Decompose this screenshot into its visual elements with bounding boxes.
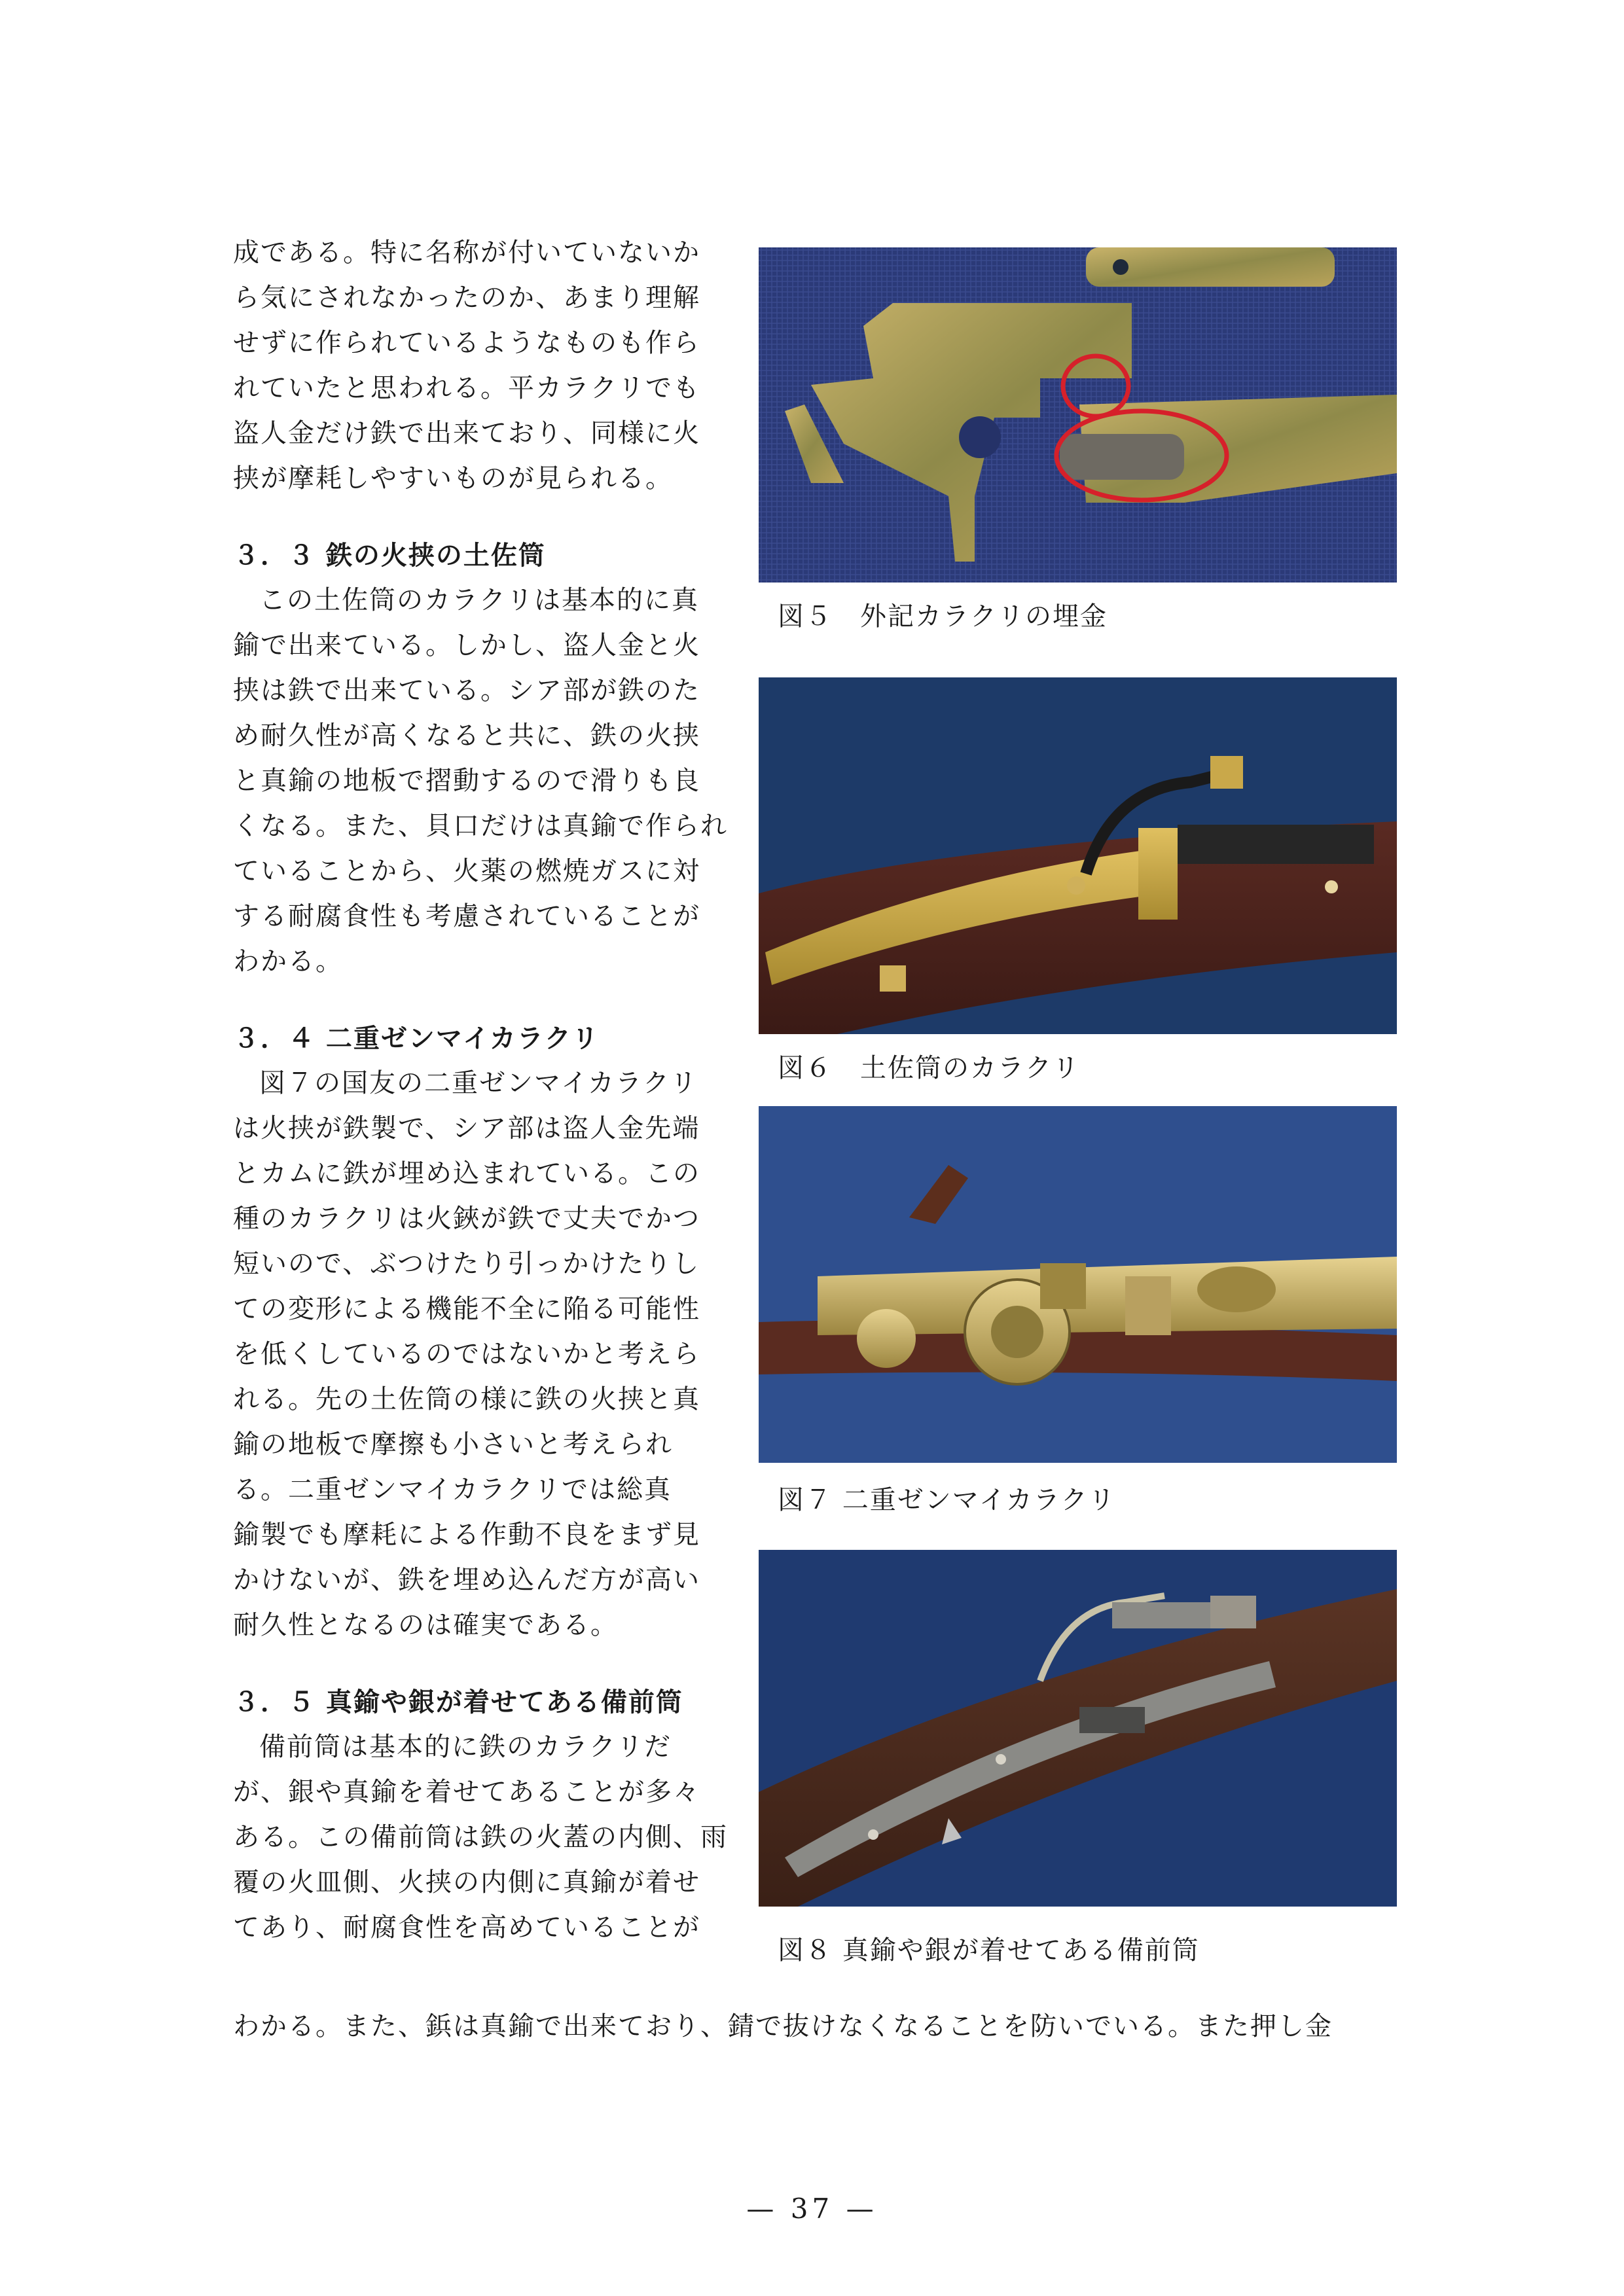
text-line: 成である。特に名称が付いていないか (233, 238, 700, 268)
paragraph-4 (233, 1725, 734, 1950)
text-line: わかる。 (233, 946, 343, 977)
text-line: が、銀や真鍮を着せてあることが多々 (233, 1777, 700, 1807)
text-line: 覆の火皿側、火挟の内側に真鍮が着せ (233, 1867, 700, 1897)
text-line: 図７の国友の二重ゼンマイカラクリ (259, 1068, 698, 1098)
left-column (233, 230, 734, 1950)
section-heading-3-3: ３．３ 鉄の火挟の土佐筒 (233, 540, 546, 571)
text-line: は火挟が鉄製で、シア部は盗人金先端 (233, 1113, 700, 1143)
figure-8-caption: 図８ 真鍮や銀が着せてある備前筒 (778, 1935, 1200, 1965)
text-line: せずに作られているようなものも作ら (233, 328, 700, 358)
text-line: 鍮製でも摩耗による作動不良をまず見 (233, 1520, 700, 1550)
text-line: と真鍮の地板で摺動するので滑りも良 (233, 766, 700, 796)
figure-8-photo (759, 1550, 1397, 1907)
text-line: 耐久性となるのは確実である。 (233, 1610, 618, 1640)
text-line: ての変形による機能不全に陥る可能性 (233, 1294, 700, 1324)
text-line: 種のカラクリは火鋏が鉄で丈夫でかつ (233, 1204, 700, 1234)
text-line: とカムに鉄が埋め込まれている。この (233, 1158, 700, 1189)
text-line: 備前筒は基本的に鉄のカラクリだ (259, 1732, 672, 1762)
figure-7-caption: 図７ 二重ゼンマイカラクリ (778, 1485, 1116, 1515)
figure-6-photo (759, 677, 1397, 1034)
text-line: れていたと思われる。平カラクリでも (233, 373, 700, 403)
paragraph-2 (233, 578, 734, 984)
text-line: れる。先の土佐筒の様に鉄の火挟と真 (233, 1384, 700, 1414)
text-line: 挟が摩耗しやすいものが見られる。 (233, 463, 673, 493)
text-line: ある。この備前筒は鉄の火蓋の内側、雨 (233, 1822, 728, 1852)
text-line: を低くしているのではないかと考えら (233, 1339, 700, 1369)
paragraph-3 (233, 1061, 734, 1648)
text-line: ていることから、火薬の燃焼ガスに対 (233, 856, 700, 886)
text-line: 鍮の地板で摩擦も小さいと考えられ (233, 1429, 673, 1460)
section-heading-3-4: ３．４ 二重ゼンマイカラクリ (233, 1023, 600, 1054)
text-line: する耐腐食性も考慮されていることが (233, 901, 700, 931)
figure-5-caption: 図５ 外記カラクリの埋金 (778, 601, 1108, 632)
text-line: る。二重ゼンマイカラクリでは総真 (233, 1475, 672, 1505)
section-heading-3-5: ３．５ 真鍮や銀が着せてある備前筒 (233, 1687, 683, 1717)
text-line: この土佐筒のカラクリは基本的に真 (259, 585, 699, 615)
text-line: 鍮で出来ている。しかし、盗人金と火 (233, 630, 700, 660)
full-width-text-line: わかる。また、鋲は真鍮で出来ており、錆で抜けなくなることを防いでいる。また押し金 (233, 2011, 1333, 2041)
paragraph-1 (233, 230, 734, 501)
text-line: くなる。また、貝口だけは真鍮で作られ (233, 811, 728, 841)
figure-5-photo (759, 247, 1397, 583)
text-line: 盗人金だけ鉄で出来ており、同様に火 (233, 418, 700, 448)
text-line: かけないが、鉄を埋め込んだ方が高い (233, 1565, 700, 1595)
figure-7-photo (759, 1106, 1397, 1463)
text-line: め耐久性が高くなると共に、鉄の火挟 (233, 721, 700, 751)
text-line: 挟は鉄で出来ている。シア部が鉄のた (233, 675, 700, 706)
page-number: — 37 — (746, 2193, 878, 2225)
text-line: ら気にされなかったのか、あまり理解 (233, 283, 700, 313)
figure-6-caption: 図６ 土佐筒のカラクリ (778, 1053, 1080, 1083)
text-line: 短いので、ぶつけたり引っかけたりし (233, 1249, 700, 1279)
text-line: てあり、耐腐食性を高めていることが (233, 1912, 700, 1943)
